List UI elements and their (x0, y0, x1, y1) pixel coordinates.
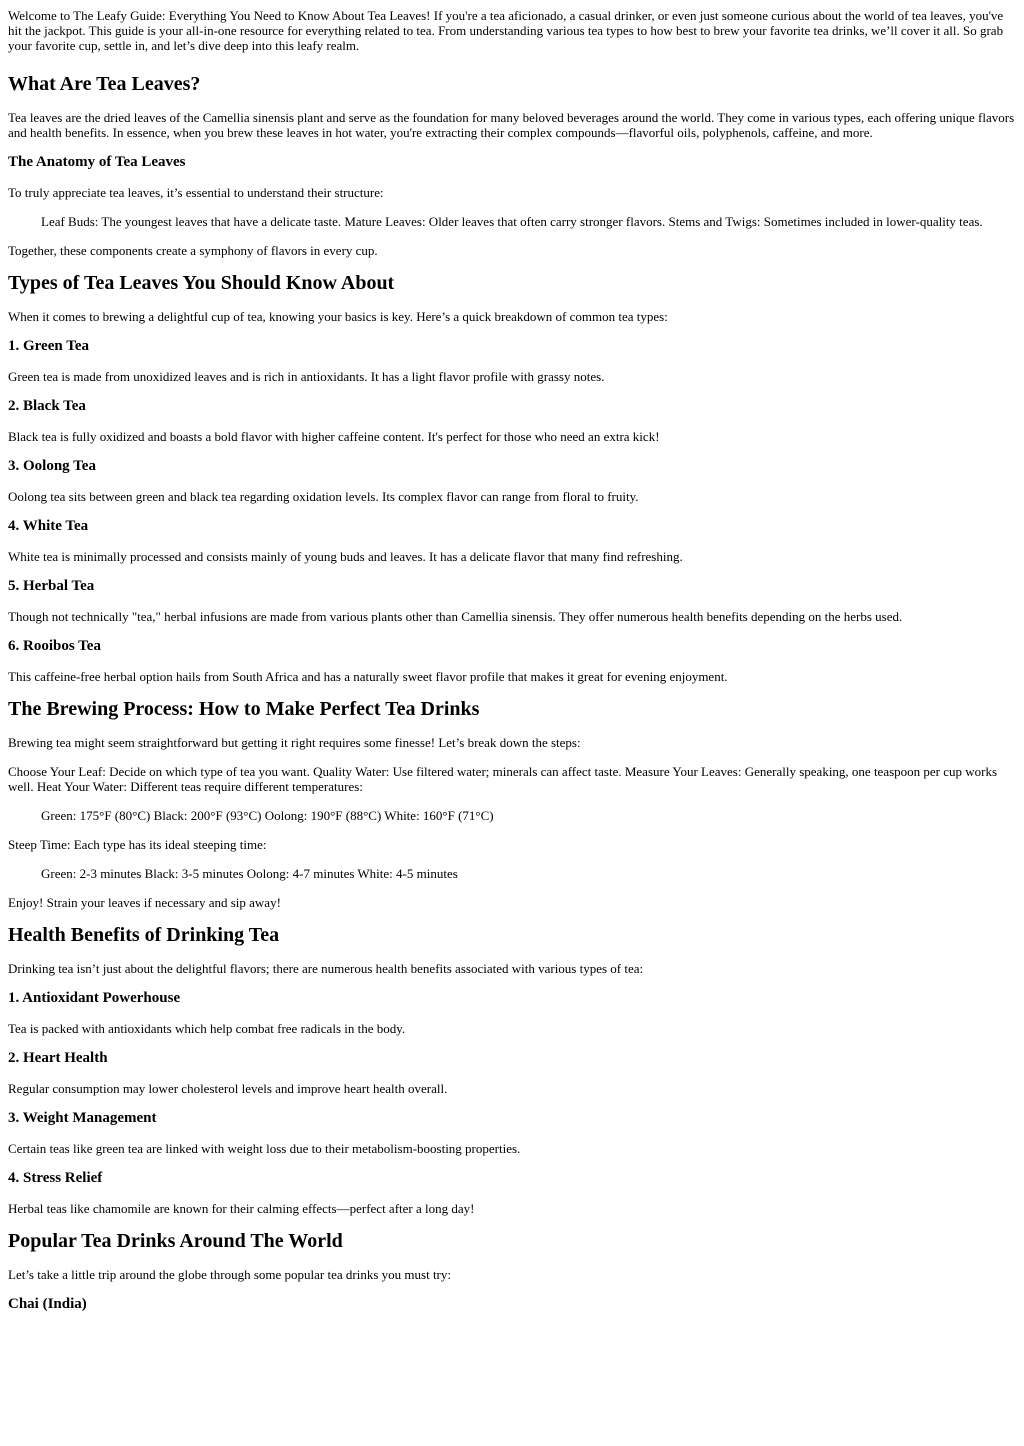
tea-type-text: This caffeine-free herbal option hails from South Africa and has a naturally sweet flavor profile that makes it great for evening enjoyment. (8, 669, 728, 684)
tea-type-text: White tea is minimally processed and consists mainly of young buds and leaves. It has a delicate flavor that many find refreshing. (8, 549, 683, 564)
anatomy-intro: To truly appreciate tea leaves, it’s essential to understand their structure: (8, 185, 384, 200)
health-benefit-text: Certain teas like green tea are linked with weight loss due to their metabolism-boosting properties. (8, 1141, 521, 1156)
tea-type-text: Though not technically "tea," herbal infusions are made from various plants other than Camellia sinensis. They offer numerous health benefits depending on the herbs used. (8, 609, 903, 624)
brewing-enjoy: Enjoy! Strain your leaves if necessary and sip away! (8, 895, 281, 910)
section-heading-health: Health Benefits of Drinking Tea (8, 924, 280, 946)
health-intro: Drinking tea isn’t just about the delightful flavors; there are numerous health benefits associated with various types of tea: (8, 961, 644, 976)
popular-intro: Let’s take a little trip around the globe through some popular tea drinks you must try: (8, 1267, 451, 1282)
brewing-temperatures-quote: Green: 175°F (80°C) Black: 200°F (93°C) Oolong: 190°F (88°C) White: 160°F (71°C) (41, 808, 494, 823)
tea-type-title: 2. Black Tea (8, 398, 86, 414)
health-benefit-text: Regular consumption may lower cholesterol levels and improve heart health overall. (8, 1081, 448, 1096)
health-benefit-title: 2. Heart Health (8, 1050, 108, 1066)
health-benefit-text: Tea is packed with antioxidants which help combat free radicals in the body. (8, 1021, 406, 1036)
tea-type-title: 3. Oolong Tea (8, 458, 96, 474)
tea-type-title: 4. White Tea (8, 518, 89, 534)
popular-drink-title: Chai (India) (8, 1296, 87, 1312)
intro-paragraph: Welcome to The Leafy Guide: Everything You Need to Know About Tea Leaves! If you're a tea aficionado, a casual drinker, or even just someone curious about the world of tea leaves, you've hit the jackpot. This guide is your all-in-one resource for everything related to tea. From understanding various tea types to how best to brew your favorite tea drinks, we’ll cover it all. So grab your favorite cup, settle in, and let’s dive deep into this leafy realm. (8, 8, 1004, 53)
anatomy-list-quote: Leaf Buds: The youngest leaves that have a delicate taste. Mature Leaves: Older leaves that often carry stronger flavors. Stems and Twigs: Sometimes included in lower-quality teas. (41, 214, 983, 229)
brewing-intro: Brewing tea might seem straightforward but getting it right requires some finesse! Let’s break down the steps: (8, 735, 581, 750)
section-heading-types: Types of Tea Leaves You Should Know About (8, 272, 395, 294)
what-are-body: Tea leaves are the dried leaves of the Camellia sinensis plant and serve as the foundation for many beloved beverages around the world. They come in various types, each offering unique flavors and health benefits. In essence, when you brew these leaves in hot water, you're extracting their complex compounds—flavorful oils, polyphenols, caffeine, and more. (8, 110, 1015, 140)
tea-type-text: Oolong tea sits between green and black tea regarding oxidation levels. Its complex flavor can range from floral to fruity. (8, 489, 639, 504)
section-heading-what-are-tea-leaves: What Are Tea Leaves? (8, 73, 201, 95)
tea-type-text: Black tea is fully oxidized and boasts a bold flavor with higher caffeine content. It's perfect for those who need an extra kick! (8, 429, 660, 444)
health-benefit-title: 3. Weight Management (8, 1110, 157, 1126)
health-benefit-title: 1. Antioxidant Powerhouse (8, 990, 181, 1006)
subheading-anatomy: The Anatomy of Tea Leaves (8, 154, 186, 170)
steep-times-quote: Green: 2-3 minutes Black: 3-5 minutes Oolong: 4-7 minutes White: 4-5 minutes (41, 866, 458, 881)
tea-type-title: 1. Green Tea (8, 338, 89, 354)
section-heading-brewing: The Brewing Process: How to Make Perfect Tea Drinks (8, 698, 480, 720)
types-intro: When it comes to brewing a delightful cup of tea, knowing your basics is key. Here’s a quick breakdown of common tea types: (8, 309, 668, 324)
steep-time-intro: Steep Time: Each type has its ideal steeping time: (8, 837, 267, 852)
health-benefit-title: 4. Stress Relief (8, 1170, 103, 1186)
tea-type-text: Green tea is made from unoxidized leaves and is rich in antioxidants. It has a light flavor profile with grassy notes. (8, 369, 605, 384)
tea-type-title: 5. Herbal Tea (8, 578, 95, 594)
brewing-steps: Choose Your Leaf: Decide on which type of tea you want. Quality Water: Use filtered water; minerals can affect taste. Measure Your Leaves: Generally speaking, one teaspoon per cup works well. Heat Your Water: Different teas require different temperatures: (8, 764, 998, 794)
anatomy-outro: Together, these components create a symphony of flavors in every cup. (8, 243, 378, 258)
section-heading-popular: Popular Tea Drinks Around The World (8, 1230, 343, 1252)
health-benefit-text: Herbal teas like chamomile are known for their calming effects—perfect after a long day! (8, 1201, 475, 1216)
tea-type-title: 6. Rooibos Tea (8, 638, 101, 654)
